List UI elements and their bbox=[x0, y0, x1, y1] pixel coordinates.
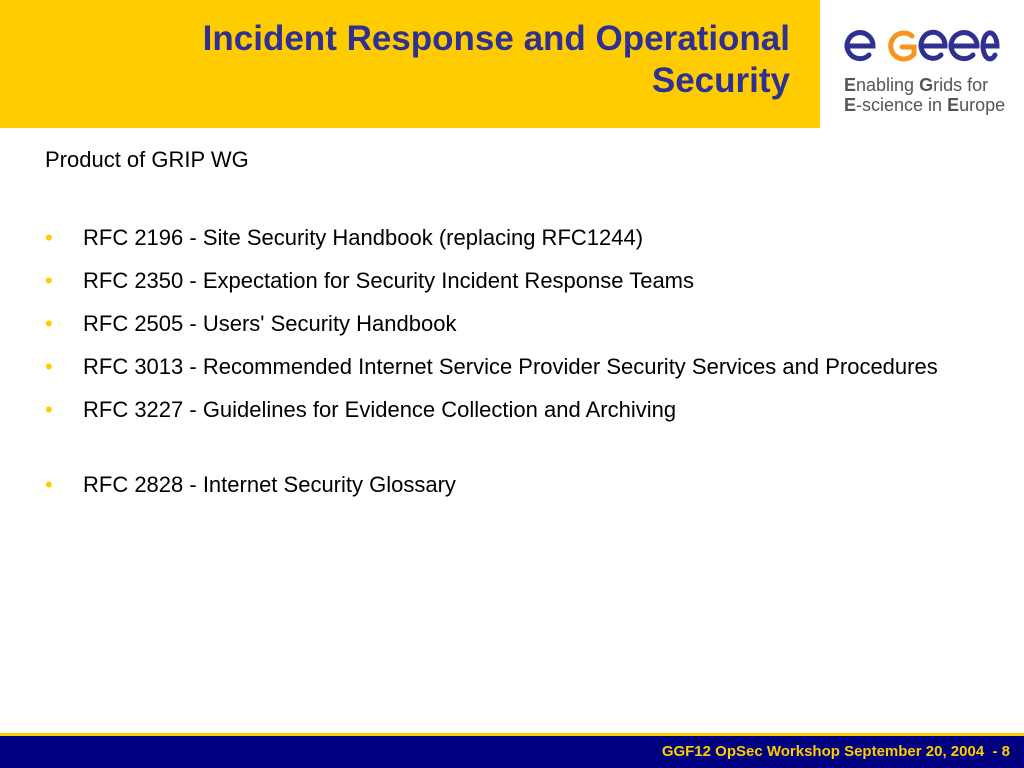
slide-title bbox=[50, 18, 790, 102]
list-item: • RFC 3013 - Recommended Internet Service Provider Security Services and Procedures bbox=[45, 350, 995, 383]
bullet-icon: • bbox=[45, 311, 53, 336]
list-item: • RFC 2196 - Site Security Handbook (replacing RFC1244) bbox=[45, 221, 995, 254]
footer-bar bbox=[0, 733, 1024, 768]
bullet-icon: • bbox=[45, 225, 53, 250]
slide-title-line-2: Security bbox=[651, 61, 790, 100]
logo-tagline-1: Enabling Grids for bbox=[844, 75, 989, 95]
bullet-icon: • bbox=[45, 472, 53, 497]
lead-text: Product of GRIP WG bbox=[45, 147, 249, 172]
slide-title-line-1: Incident Response and Operational bbox=[202, 19, 790, 58]
footer-text: GGF12 OpSec Workshop September 20, 2004 - 8 bbox=[661, 743, 1010, 760]
bullet-icon: • bbox=[45, 354, 53, 379]
egee-logo bbox=[820, 0, 1024, 128]
list-item: • RFC 2828 - Internet Security Glossary bbox=[45, 468, 995, 501]
list-item: • RFC 3227 - Guidelines for Evidence Collection and Archiving bbox=[45, 393, 995, 426]
egee-logo-icon bbox=[842, 26, 1002, 66]
slide-body bbox=[45, 145, 995, 511]
title-banner bbox=[0, 0, 820, 128]
list-item: • RFC 2505 - Users' Security Handbook bbox=[45, 307, 995, 340]
list-item: • RFC 2350 - Expectation for Security Incident Response Teams bbox=[45, 264, 995, 297]
bullet-icon: • bbox=[45, 397, 53, 422]
bullet-icon: • bbox=[45, 268, 53, 293]
rfc-list bbox=[45, 221, 995, 501]
logo-tagline-2: E-science in Europe bbox=[844, 95, 1006, 115]
